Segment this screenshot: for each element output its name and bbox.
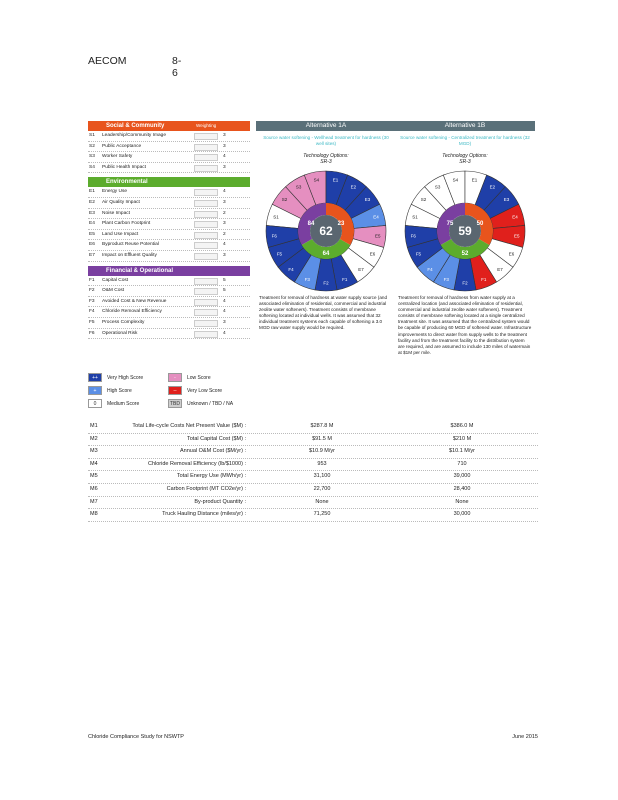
- weight-stepper[interactable]: [194, 309, 218, 316]
- metric-value-1a: 31,100: [313, 473, 331, 480]
- wheel-segment-label: F4: [427, 266, 433, 272]
- metric-row: [88, 509, 538, 522]
- criteria-id: S1: [89, 133, 95, 138]
- legend-item: [88, 386, 132, 395]
- criteria-id: F6: [89, 330, 95, 336]
- weight-stepper[interactable]: [194, 189, 218, 196]
- metric-id: M8: [90, 511, 98, 518]
- weight-stepper[interactable]: [194, 144, 218, 151]
- metric-value-1a: $91.5 M: [312, 435, 332, 442]
- wheel-segment-label: E1: [471, 177, 478, 183]
- alternative-title: Alternative 1B: [395, 121, 535, 131]
- criteria-panel: [88, 121, 250, 339]
- technology-label: Technology Options:: [442, 153, 488, 159]
- weight-stepper[interactable]: [194, 320, 218, 327]
- criteria-name: Operational Risk: [102, 330, 138, 336]
- weight-value: 4: [223, 242, 226, 248]
- metric-id: M2: [90, 435, 98, 442]
- wheel-segment-label: E4: [512, 214, 518, 220]
- weight-value: 4: [223, 330, 226, 336]
- footer-date: June 2015: [512, 734, 538, 740]
- wheel-segment-label: E5: [375, 233, 381, 239]
- weight-stepper[interactable]: [194, 232, 218, 239]
- legend-label: Very Low Score: [187, 387, 223, 394]
- criteria-row: [88, 297, 250, 308]
- criteria-row: [88, 152, 250, 163]
- criteria-row: [88, 318, 250, 329]
- legend-item: [88, 399, 139, 408]
- legend-label: Low Score: [187, 374, 211, 381]
- wheel-segment-label: E5: [514, 233, 520, 239]
- criteria-name: Plant Carbon Footprint: [102, 221, 151, 227]
- weight-stepper[interactable]: [194, 278, 218, 285]
- metric-id: M5: [90, 473, 98, 480]
- legend-label: Medium Score: [107, 400, 140, 407]
- metric-row: [88, 446, 538, 459]
- criteria-name: Capital Cost: [102, 277, 129, 283]
- criteria-row: [88, 198, 250, 209]
- weight-value: 4: [223, 154, 226, 160]
- criteria-row: [88, 131, 250, 142]
- section-header: [88, 121, 250, 131]
- wheel-segment-label: S1: [412, 214, 418, 220]
- metric-value-1b: $386.0 M: [450, 423, 474, 429]
- weight-value: 5: [223, 288, 226, 294]
- metric-value-1a: 953: [317, 460, 327, 467]
- metric-id: M7: [90, 498, 98, 505]
- criteria-name: Impact on Effluent Quality: [102, 252, 157, 258]
- wheel-segment-label: F2: [323, 280, 329, 286]
- criteria-name: Worker Safety: [102, 154, 133, 160]
- criteria-id: E3: [89, 210, 95, 216]
- criteria-name: Leadership/Community Image: [102, 133, 166, 138]
- metric-value-1b: 39,000: [453, 473, 471, 480]
- metric-row: [88, 484, 538, 497]
- score-wheel: [261, 167, 391, 295]
- wheel-segment-label: E3: [503, 197, 510, 203]
- metric-value-1a: $10.9 M/yr: [309, 448, 335, 455]
- criteria-row: [88, 286, 250, 297]
- criteria-row: [88, 219, 250, 230]
- weight-stepper[interactable]: [194, 154, 218, 161]
- metric-value-1b: 28,400: [453, 485, 471, 492]
- environmental-score: 64: [322, 251, 330, 257]
- metric-value-1b: None: [455, 498, 469, 505]
- weight-stepper[interactable]: [194, 221, 218, 228]
- wheel-segment-label: E4: [373, 214, 379, 220]
- wheel-segment-label: S4: [313, 177, 320, 183]
- criteria-name: Noise Impact: [102, 210, 130, 216]
- social-score: 23: [337, 221, 345, 227]
- weighting-label: Weighting: [196, 123, 217, 128]
- criteria-id: S2: [89, 143, 95, 149]
- metric-row: [88, 421, 538, 434]
- metric-value-1b: 30,000: [453, 511, 471, 518]
- metric-row: [88, 459, 538, 472]
- criteria-row: [88, 230, 250, 241]
- metric-value-1a: $287.8 M: [310, 423, 334, 429]
- financial-score: 75: [446, 221, 454, 227]
- criteria-name: Public Health Impact: [102, 164, 146, 170]
- wheel-segment-label: F4: [288, 266, 294, 272]
- legend-item: [168, 373, 211, 382]
- metric-name: Annual O&M Cost ($M/yr) :: [179, 448, 246, 455]
- legend-swatch: 0: [88, 399, 102, 408]
- legend-item: [88, 373, 143, 382]
- weight-value: 2: [223, 231, 226, 237]
- wheel-segment-label: E7: [497, 266, 503, 272]
- weight-value: 4: [223, 298, 226, 304]
- metric-value-1b: $210 M: [452, 435, 472, 442]
- wheel-segment-label: S3: [295, 184, 302, 190]
- criteria-row: [88, 240, 250, 251]
- criteria-row: [88, 187, 250, 198]
- criteria-id: F5: [89, 319, 95, 325]
- footer-title: Chloride Compliance Study for NSWTP: [88, 734, 184, 740]
- weight-stepper[interactable]: [194, 331, 218, 338]
- metric-name: Carbon Footprint (MT CO2e/yr) :: [166, 485, 246, 492]
- wheel-segment-label: F3: [443, 276, 449, 282]
- wheel-segment-label: S2: [420, 197, 427, 203]
- weight-stepper[interactable]: [194, 288, 218, 295]
- metric-value-1a: 71,250: [313, 511, 331, 518]
- wheel-segment-label: F5: [415, 251, 422, 257]
- wheel-segment-label: F5: [276, 251, 283, 257]
- wheel-segment-label: S1: [273, 214, 279, 220]
- wheel-segment-label: E7: [358, 266, 364, 272]
- criteria-id: E4: [89, 221, 95, 227]
- section-title: Financial & Operational: [106, 267, 174, 274]
- wheel-segment-label: F3: [304, 276, 310, 282]
- wheel-segment-label: F2: [462, 280, 468, 286]
- metric-name: By-product Quantity :: [194, 498, 246, 505]
- criteria-row: [88, 276, 250, 287]
- legend-label: Unknown / TBD / NA: [187, 400, 234, 407]
- metric-name: Chloride Removal Efficiency (lb/$1000) :: [147, 460, 246, 467]
- metric-value-1a: 22,700: [313, 485, 331, 492]
- alternative-description: Treatment for removal of hardness at water supply source (and associated elimination of residential, commercial and industrial zeolite water softeners). Treatment consists of membrane softening located at individual wells. It was assumed that 32 individual treatment systems each capable of softening a 3.0 MGD raw water supply would be required.: [259, 295, 388, 331]
- criteria-name: Avoided Cost & New Revenue: [102, 298, 167, 304]
- legend-swatch: ++: [88, 373, 102, 382]
- criteria-row: [88, 329, 250, 340]
- social-score: 50: [476, 221, 484, 227]
- criteria-id: E1: [89, 189, 95, 195]
- weight-stepper[interactable]: [194, 133, 218, 140]
- environmental-score: 52: [461, 251, 469, 257]
- criteria-row: [88, 307, 250, 318]
- criteria-id: E6: [89, 242, 95, 248]
- weight-value: 3: [223, 164, 226, 170]
- score-wheel: [400, 167, 530, 295]
- page-footer: [88, 734, 538, 740]
- alternative-title: Alternative 1A: [256, 121, 396, 131]
- legend-swatch: +: [88, 386, 102, 395]
- criteria-id: F4: [89, 309, 95, 315]
- wheel-segment-label: E1: [332, 177, 339, 183]
- page-number: 8-6: [172, 55, 182, 79]
- legend-swatch: TBD: [170, 401, 180, 407]
- criteria-name: O&M Cost: [102, 288, 125, 294]
- metric-name: Total Capital Cost ($M) :: [187, 435, 246, 442]
- page-header: [88, 55, 182, 79]
- metric-name: Total Energy Use (MWh/yr) :: [176, 473, 246, 480]
- metric-id: M1: [90, 423, 98, 429]
- legend-swatch: -: [168, 373, 182, 382]
- technology-label: Technology Options:: [303, 153, 349, 159]
- weight-value: 3: [223, 252, 226, 258]
- weight-value: 4: [223, 189, 226, 195]
- section-header: [88, 177, 250, 187]
- weight-stepper[interactable]: [194, 253, 218, 260]
- weight-stepper[interactable]: [194, 242, 218, 249]
- metric-row: [88, 434, 538, 447]
- metric-value-1b: 710: [457, 460, 467, 467]
- weight-value: 3: [223, 221, 226, 227]
- legend-label: Very High Score: [107, 374, 144, 381]
- section-title: Social & Community: [106, 123, 165, 129]
- weight-value: 3: [223, 199, 226, 205]
- legend-item: [168, 399, 233, 408]
- criteria-name: Public Acceptance: [102, 143, 142, 149]
- alternative-subtitle: Source water softening - Centralized treatment for hardness (32 MGD): [400, 135, 530, 146]
- section-header: [88, 266, 250, 276]
- alternative-subtitle: Source water softening - Wellhead treatment for hardness (30 well sites): [263, 135, 389, 146]
- weight-value: 2: [223, 210, 226, 216]
- wheel-segment-label: F6: [271, 233, 277, 239]
- metric-id: M3: [90, 448, 98, 455]
- criteria-name: Land Use Impact: [102, 231, 139, 237]
- metric-name: Total Life-cycle Costs Net Present Value ($M) :: [132, 423, 246, 429]
- weight-stepper[interactable]: [194, 299, 218, 306]
- alternative-description: Treatment for removal of hardness from water supply at a centralized location (and associated elimination of residential, commercial and industrial zeolite water softeners). Treatment consists of membrane softening located at a single centralized treatment site. It was assumed that the centralized system would be capable of producing 60 MGD of softened water. Infrastructure improvements to direct water from supply wells to the treatment facility and from the treatment facility to the distribution system are required, and are assumed to include 130 miles of watermain at $1M per mile.: [398, 295, 532, 355]
- alternative-1a: [256, 121, 396, 332]
- wheel-segment-label: F1: [481, 276, 487, 282]
- overall-score: 62: [319, 224, 333, 238]
- metric-value-1b: $10.1 M/yr: [449, 448, 475, 455]
- metric-value-1a: None: [315, 498, 329, 505]
- legend-swatch: --: [168, 386, 182, 395]
- financial-score: 84: [307, 221, 315, 227]
- wheel-segment-label: S2: [281, 197, 288, 203]
- criteria-id: F2: [89, 288, 95, 294]
- wheel-segment-label: E2: [350, 184, 357, 190]
- wheel-segment-label: E6: [508, 251, 515, 257]
- weight-value: 3: [223, 143, 226, 149]
- technology-value: SR-3: [459, 159, 471, 165]
- weight-stepper[interactable]: [194, 165, 218, 172]
- criteria-id: E5: [89, 231, 95, 237]
- weight-value: 3: [223, 319, 226, 325]
- weight-stepper[interactable]: [194, 200, 218, 207]
- criteria-name: Energy Use: [102, 189, 128, 195]
- alternative-1b: [395, 121, 535, 356]
- criteria-id: F1: [89, 277, 95, 283]
- technology-value: SR-3: [320, 159, 332, 165]
- metric-row: [88, 471, 538, 484]
- wheel-segment-label: E6: [369, 251, 376, 257]
- wheel-segment-label: S4: [452, 177, 459, 183]
- weight-stepper[interactable]: [194, 211, 218, 218]
- wheel-segment-label: F1: [342, 276, 348, 282]
- metrics-table: [88, 421, 538, 522]
- company-name: AECOM: [88, 55, 127, 67]
- wheel-segment-label: S3: [434, 184, 441, 190]
- metric-name: Truck Hauling Distance (miles/yr) :: [162, 511, 246, 518]
- wheel-segment-label: E2: [489, 184, 496, 190]
- criteria-row: [88, 163, 250, 174]
- overall-score: 59: [458, 224, 472, 238]
- criteria-id: S3: [89, 154, 95, 160]
- criteria-name: Process Complexity: [102, 319, 145, 325]
- wheel-segment-label: E3: [364, 197, 371, 203]
- weight-value: 4: [223, 309, 226, 315]
- weight-value: 5: [223, 277, 226, 283]
- section-title: Environmental: [106, 179, 148, 186]
- criteria-row: [88, 209, 250, 220]
- criteria-id: E7: [89, 252, 95, 258]
- criteria-id: S4: [89, 164, 95, 170]
- legend-label: High Score: [107, 387, 132, 394]
- criteria-name: Air Quality Impact: [102, 199, 140, 205]
- wheel-segment-label: F6: [410, 233, 416, 239]
- metric-id: M6: [90, 485, 98, 492]
- criteria-id: F3: [89, 298, 95, 304]
- legend-item: [168, 386, 222, 395]
- criteria-id: E2: [89, 199, 95, 205]
- evaluation-figure: [88, 121, 538, 533]
- criteria-row: [88, 142, 250, 153]
- criteria-row: [88, 251, 250, 262]
- criteria-name: Byproduct Reuse Potential: [102, 242, 159, 248]
- metric-id: M4: [90, 460, 98, 467]
- criteria-name: Chloride Removal Efficiency: [102, 309, 162, 315]
- metric-row: [88, 497, 538, 510]
- weight-value: 3: [223, 133, 226, 138]
